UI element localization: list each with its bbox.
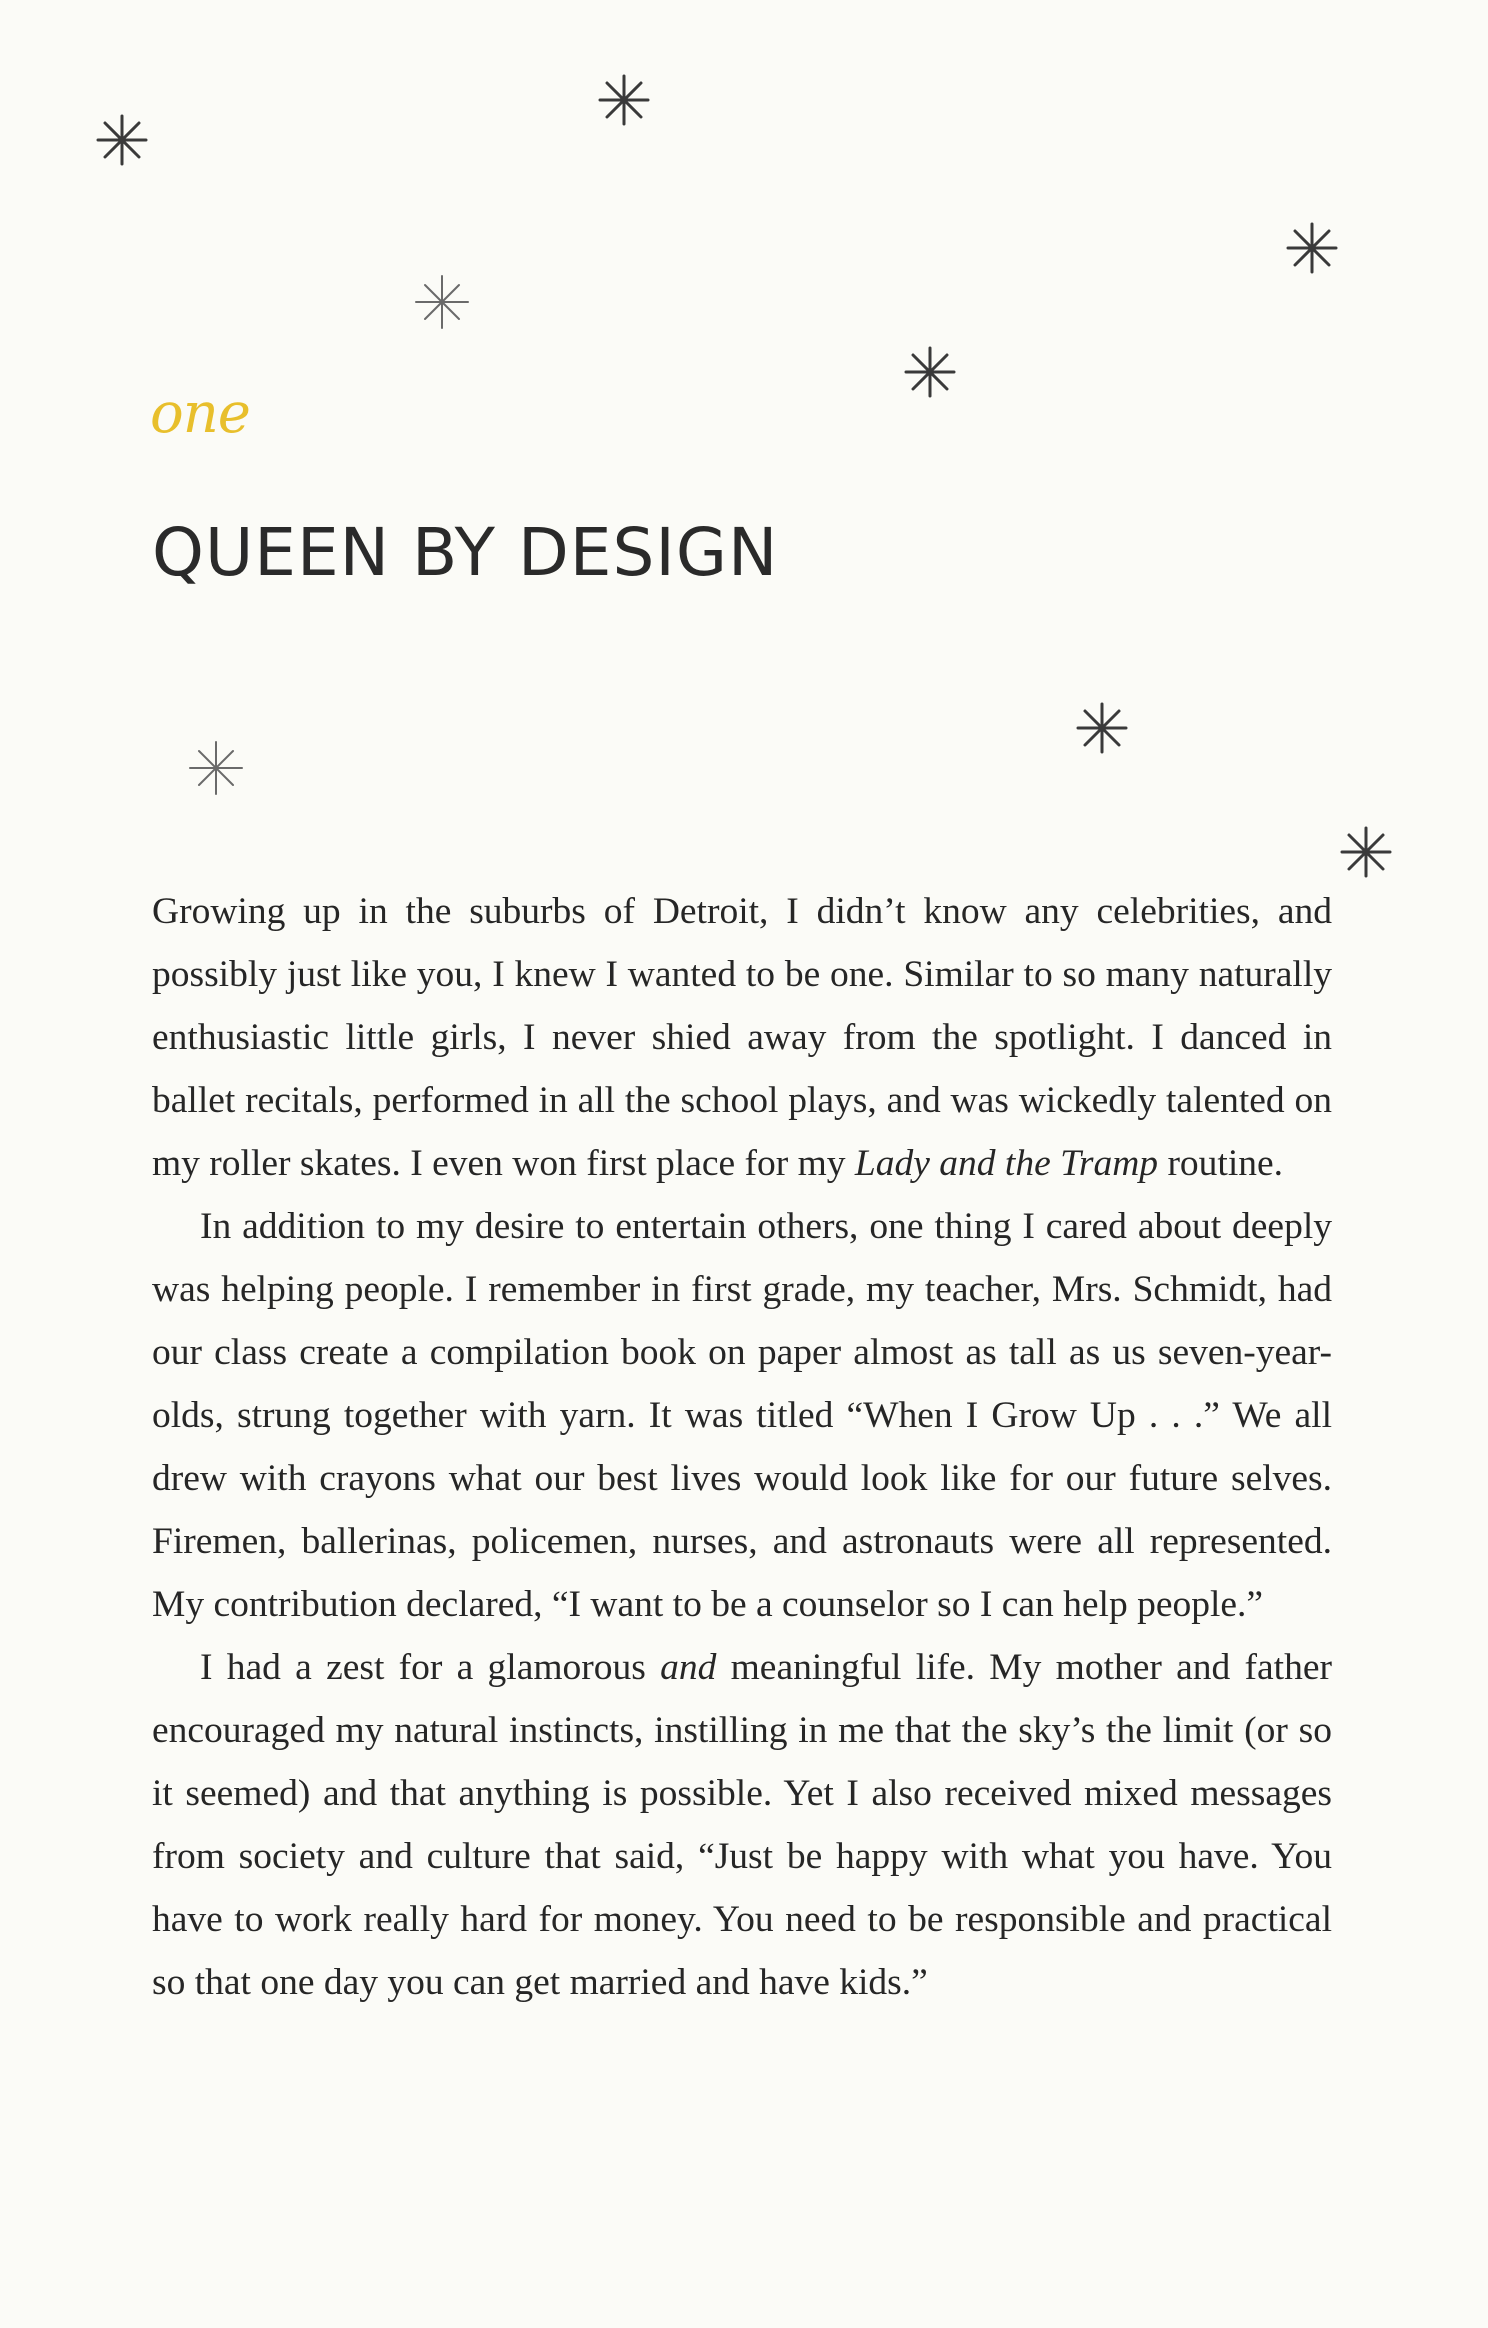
paragraph-text: routine. [1158, 1143, 1284, 1184]
asterisk-star-icon [1282, 218, 1342, 278]
paragraph [152, 1636, 1332, 2014]
chapter-title: QUEEN BY DESIGN [152, 514, 779, 591]
paragraph [152, 880, 1332, 1195]
asterisk-star-icon [900, 342, 960, 402]
paragraph-text: I had a zest for a glamorous [200, 1647, 661, 1688]
paragraph-text: Growing up in the suburbs of Detroit, I didn’t know any celebrities, and possibly just like you, I knew I wanted to be one. Similar to so many naturally enthusiastic little girls, I never shied away from the spotlight. I danced in ballet recitals, performed in all the school plays, and was wickedly talented on my roller skates. I even won first place for my [152, 891, 1332, 1184]
asterisk-star-icon [594, 70, 654, 130]
italic-emphasis: and [660, 1647, 717, 1688]
chapter-number: one [150, 381, 250, 446]
italic-title: Lady and the Tramp [854, 1143, 1159, 1184]
asterisk-star-icon [412, 272, 472, 332]
asterisk-star-icon [1336, 822, 1396, 882]
asterisk-star-icon [1072, 698, 1132, 758]
chapter-body [152, 880, 1332, 2014]
asterisk-star-icon [92, 110, 152, 170]
paragraph [152, 1195, 1332, 1636]
asterisk-star-icon [186, 738, 246, 798]
paragraph-text: meaningful life. My mother and father encouraged my natural instincts, instilling in me that the sky’s the limit (or so it seemed) and that anything is possible. Yet I also received mixed messages from society and culture that said, “Just be happy with what you have. You have to work really hard for money. You need to be responsible and practical so that one day you can get married and have kids.” [152, 1647, 1332, 2003]
paragraph-text: In addition to my desire to entertain others, one thing I cared about deeply was helping people. I remember in first grade, my teacher, Mrs. Schmidt, had our class create a compilation book on paper almost as tall as us seven-year-olds, strung together with yarn. It was titled “When I Grow Up . . .” We all drew with crayons what our best lives would look like for our future selves. Firemen, ballerinas, policemen, nurses, and astronauts were all represented. My contribution declared, “I want to be a counselor so I can help people.” [152, 1206, 1332, 1625]
